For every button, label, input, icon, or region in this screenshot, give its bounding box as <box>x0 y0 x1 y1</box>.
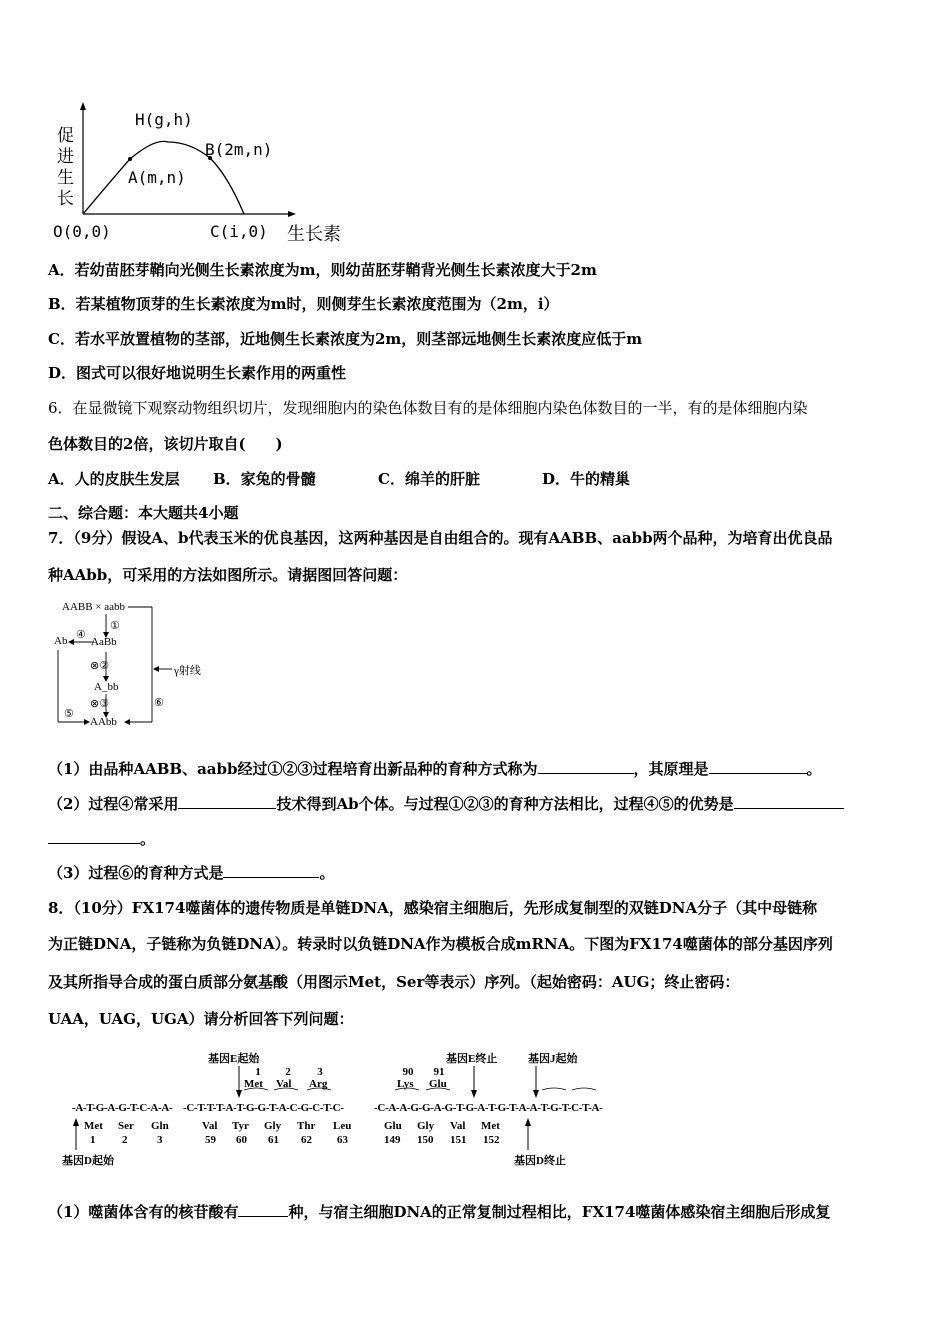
top-aa-3: Arg <box>309 1078 328 1090</box>
label-H: H(g,h) <box>135 110 193 129</box>
q8-sub1: （1）噬菌体含有的核苷酸有 种，与宿主细胞DNA的正常复制过程相比，FX174噬菌体感染宿主细胞后形成复 <box>48 1203 831 1221</box>
q6-option-d: D．牛的精巢 <box>542 470 631 488</box>
bot-num-2: 2 <box>122 1134 128 1146</box>
bot-aa-152: Met <box>481 1120 500 1132</box>
top-aa-1: Met <box>244 1078 263 1090</box>
diagram-step6: ⑥ <box>154 697 164 709</box>
diagram-step1: ① <box>110 620 120 632</box>
bot-num-63: 63 <box>337 1134 348 1146</box>
label-A: A(m,n) <box>128 168 186 187</box>
diagram-step3: ⊗③ <box>90 698 110 710</box>
bot-aa-149: Glu <box>384 1120 402 1132</box>
bot-num-61: 61 <box>268 1134 279 1146</box>
x-axis-label: 生长素 <box>287 224 341 245</box>
q7-stem-line2: 种AAbb，可采用的方法如图所示。请据图回答问题： <box>48 566 408 584</box>
diagram-step2: ⊗② <box>90 660 110 672</box>
bot-num-60: 60 <box>236 1134 247 1146</box>
q8-stem-line3: 及其所指导合成的蛋白质部分氨基酸（用图示Met，Ser等表示）序列。（起始密码：AUG；终止密码： <box>48 973 740 991</box>
top-aa-91: Glu <box>429 1078 447 1090</box>
bot-aa-61: Gly <box>264 1120 282 1132</box>
bot-num-151: 151 <box>450 1134 467 1146</box>
q6-option-c: C．绵羊的肝脏 <box>378 470 480 488</box>
label-C: C(i,0) <box>210 222 268 241</box>
top-num-1: 1 <box>255 1066 261 1078</box>
bot-aa-3: Gln <box>151 1120 169 1132</box>
diagram-step4: ④ <box>76 629 86 641</box>
bot-num-152: 152 <box>483 1134 500 1146</box>
top-num-3: 3 <box>317 1066 323 1078</box>
q6-option-a: A．人的皮肤生发层 <box>48 470 180 488</box>
q5-option-c: C．若水平放置植物的茎部，近地侧生长素浓度为2m，则茎部远地侧生长素浓度应低于m <box>48 330 643 348</box>
diagram-step5: ⑤ <box>64 708 74 720</box>
top-num-91: 91 <box>433 1066 445 1078</box>
q7-stem-line1: 7．（9分）假设A、b代表玉米的优良基因，这两种基因是自由组合的。现有AABB、aabb两个品种，为培育出优良品 <box>48 529 833 547</box>
q7-blank-4[interactable] <box>734 794 844 809</box>
dna-seq-part3: -C-A-A-G-G-A-G-T-G-A-T-G-T-A-A-T-G-T-C-T-A- <box>374 1102 603 1114</box>
y-axis-label: 促进生长 <box>57 126 74 209</box>
diagram-f1: AaBb <box>91 636 117 648</box>
label-origin: O(0,0) <box>53 222 111 241</box>
section-2-heading: 二、综合题：本大题共4小题 <box>48 504 239 522</box>
q7-blank-2[interactable] <box>709 759 807 774</box>
q7-breeding-diagram <box>50 598 220 730</box>
bot-aa-151: Val <box>450 1120 466 1132</box>
top-num-2: 2 <box>285 1066 291 1078</box>
bot-aa-59: Val <box>202 1120 218 1132</box>
label-geneD-start: 基因D起始 <box>62 1155 114 1167</box>
label-geneJ-start: 基因J起始 <box>528 1053 578 1065</box>
diagram-ray: γ射线 <box>174 665 201 677</box>
q7-blank-3[interactable] <box>178 794 276 809</box>
point-A-dot <box>128 157 132 161</box>
q8-stem-line2: 为正链DNA，子链称为负链DNA）。转录时以负链DNA作为模板合成mRNA。下图为FX174噬菌体的部分基因序列 <box>48 935 833 953</box>
q7-sub2-continued: 。 <box>48 829 155 849</box>
bot-num-150: 150 <box>417 1134 434 1146</box>
dna-seq-part2: -C-T-T-T-A-T-G-G-T-A-C-G-C-T-C- <box>183 1102 344 1114</box>
bot-aa-2: Ser <box>118 1120 134 1132</box>
label-geneE-start: 基因E起始 <box>208 1053 260 1065</box>
q7-sub1: （1）由品种AABB、aabb经过①②③过程培育出新品种的育种方式称为 ，其原理是 。 <box>48 760 822 778</box>
bot-num-1: 1 <box>90 1134 96 1146</box>
q7-sub2: （2）过程④常采用 技术得到Ab个体。与过程①②③的育种方法相比，过程④⑤的优势是 <box>48 794 844 814</box>
label-geneD-end: 基因D终止 <box>514 1155 566 1167</box>
q8-blank-1[interactable] <box>238 1202 288 1217</box>
x-axis-arrow-icon <box>288 211 296 217</box>
q5-option-d: D．图式可以很好地说明生长素作用的两重性 <box>48 364 347 382</box>
q8-gene-figure <box>62 1046 622 1170</box>
bot-aa-62: Thr <box>297 1120 316 1132</box>
diagram-ab: Ab <box>54 635 68 647</box>
bot-aa-1: Met <box>84 1120 103 1132</box>
q7-sub3: （3）过程⑥的育种方式是 。 <box>48 864 335 882</box>
q7-blank-5[interactable] <box>223 863 319 878</box>
bot-aa-150: Gly <box>417 1120 435 1132</box>
top-num-90: 90 <box>402 1066 414 1078</box>
diagram-final: AAbb <box>90 716 117 728</box>
top-aa-2: Val <box>276 1078 292 1090</box>
bot-num-149: 149 <box>384 1134 401 1146</box>
q6-stem-line1: 6．在显微镜下观察动物组织切片，发现细胞内的染色体数目有的是体细胞内染色体数目的一半，有的是体细胞内染 <box>48 399 808 417</box>
diagram-parents: AABB × aabb <box>62 601 126 613</box>
q6-option-b: B．家兔的骨髓 <box>213 470 316 488</box>
bot-num-62: 62 <box>301 1134 312 1146</box>
q7-blank-1[interactable] <box>538 759 634 774</box>
q5-option-b: B．若某植物顶芽的生长素浓度为m时，则侧芽生长素浓度范围为（2m，i） <box>48 295 559 313</box>
dna-seq-part1: -A-T-G-A-G-T-C-A-A- <box>72 1102 173 1114</box>
bot-num-3: 3 <box>157 1134 163 1146</box>
q8-stem-line1: 8．（10分）FX174噬菌体的遗传物质是单链DNA，感染宿主细胞后，先形成复制型的双链DNA分子（其中母链称 <box>48 899 818 917</box>
q8-stem-line4: UAA，UAG，UGA）请分析回答下列问题： <box>48 1010 354 1028</box>
q5-option-a: A．若幼苗胚芽鞘向光侧生长素浓度为m，则幼苗胚芽鞘背光侧生长素浓度大于2m <box>48 261 597 279</box>
label-geneE-end: 基因E终止 <box>446 1053 498 1065</box>
diagram-mid: A_bb <box>94 681 119 693</box>
q6-stem-line2: 色体数目的2倍，该切片取自( ) <box>48 435 283 453</box>
bot-num-59: 59 <box>205 1134 216 1146</box>
y-axis-arrow-icon <box>80 102 86 110</box>
bot-aa-63: Leu <box>333 1120 352 1132</box>
label-B: B(2m,n) <box>205 140 273 159</box>
top-aa-90: Lys <box>397 1078 414 1090</box>
bot-aa-60: Tyr <box>232 1120 249 1132</box>
q7-blank-4-cont[interactable] <box>48 829 140 844</box>
